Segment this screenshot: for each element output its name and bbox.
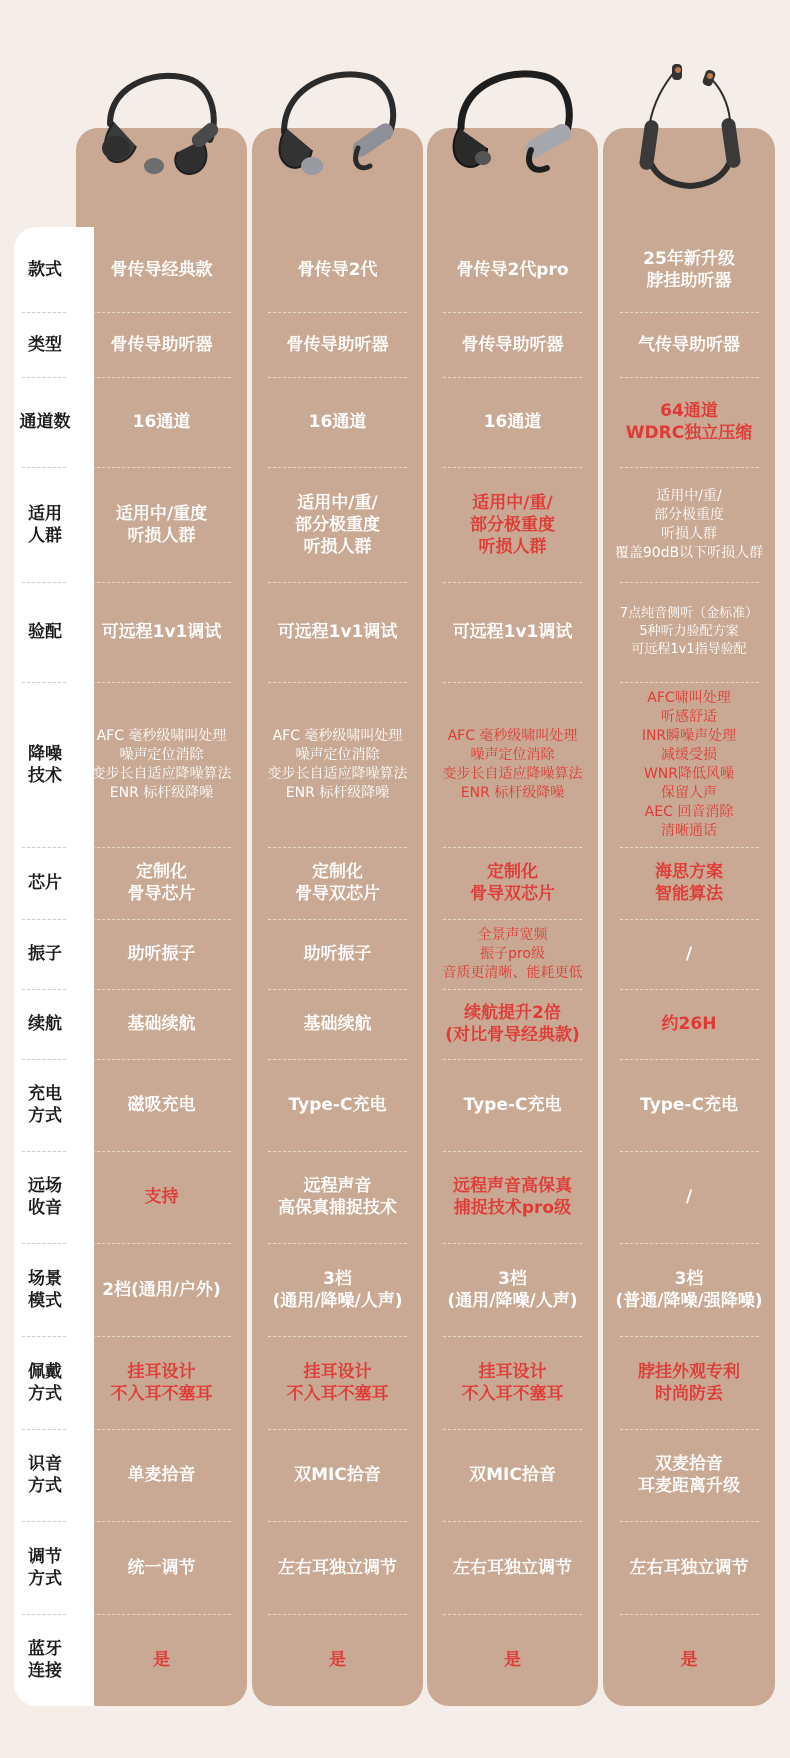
row-label-wearing: 佩戴 方式 xyxy=(28,1361,62,1404)
cell-pickup-4: 双麦拾音 耳麦距离升级 xyxy=(638,1454,740,1496)
cell-fitting-3: 可远程1v1调试 xyxy=(452,622,573,642)
bone-conduction-gen2-icon xyxy=(268,62,408,192)
cell-wearing-4: 脖挂外观专利 时尚防丢 xyxy=(638,1361,740,1404)
cell-type-3: 骨传导助听器 xyxy=(461,334,564,355)
cell-far-field-2: 远程声音 高保真捕捉技术 xyxy=(278,1176,397,1218)
row-label-far-field: 远场 收音 xyxy=(28,1176,62,1218)
neckband-hearing-aid-icon xyxy=(620,62,760,192)
cell-audience-1: 适用中/重度 听损人群 xyxy=(115,503,208,546)
row-divider xyxy=(22,582,66,583)
row-divider xyxy=(22,377,66,378)
cell-bluetooth-4: 是 xyxy=(680,1650,698,1670)
cell-adjust-1: 统一调节 xyxy=(127,1557,196,1578)
row-divider xyxy=(22,1151,66,1152)
cell-chip-1: 定制化 骨导芯片 xyxy=(127,862,196,904)
cell-pickup-3: 双MIC拾音 xyxy=(469,1465,556,1485)
row-label-style: 款式 xyxy=(28,259,62,280)
cell-battery-4: 约26H xyxy=(661,1014,717,1034)
row-divider xyxy=(22,919,66,920)
row-divider xyxy=(22,1521,66,1522)
cell-channels-4: 64通道 WDRC独立压缩 xyxy=(625,401,753,443)
cell-vibrator-4: / xyxy=(685,944,693,964)
cell-fitting-1: 可远程1v1调试 xyxy=(101,622,222,642)
row-divider xyxy=(22,989,66,990)
cell-charging-1: 磁吸充电 xyxy=(127,1095,196,1115)
row-divider xyxy=(22,312,66,313)
cell-chip-2: 定制化 骨导双芯片 xyxy=(295,862,380,904)
row-divider xyxy=(22,1243,66,1244)
row-label-pickup: 识音 方式 xyxy=(28,1454,62,1496)
row-label-fitting: 验配 xyxy=(28,622,62,642)
row-label-vibrator: 振子 xyxy=(28,944,62,964)
cell-pickup-1: 单麦拾音 xyxy=(127,1465,196,1485)
cell-bluetooth-3: 是 xyxy=(504,1650,521,1670)
row-label-bluetooth: 蓝牙 连接 xyxy=(28,1639,62,1681)
cell-noise-1: AFC 毫秒级啸叫处理 噪声定位消除 变步长自适应降噪算法 ENR 标杆级降噪 xyxy=(91,727,232,801)
cell-noise-4: AFC啸叫处理 听感舒适 INR瞬噪声处理 减缓受损 WNR降低风噪 保留人声 AEC 回音消除 清晰通话 xyxy=(641,689,737,839)
bone-conduction-gen2-pro-icon xyxy=(443,62,583,192)
cell-fitting-2: 可远程1v1调试 xyxy=(277,622,398,642)
row-divider xyxy=(22,467,66,468)
cell-audience-4: 适用中/重/ 部分极重度 听损人群 覆盖90dB以下听损人群 xyxy=(614,487,764,561)
cell-audience-2: 适用中/重/ 部分极重度 听损人群 xyxy=(295,492,380,557)
cell-charging-3: Type-C充电 xyxy=(463,1095,562,1115)
cell-style-2: 骨传导2代 xyxy=(297,259,378,280)
cell-style-1: 骨传导经典款 xyxy=(110,259,213,280)
row-label-chip: 芯片 xyxy=(28,873,62,893)
cell-fitting-4: 7点纯音侧听（金标准） 5种听力验配方案 可远程1v1指导验配 xyxy=(619,606,759,657)
cell-wearing-3: 挂耳设计 不入耳不塞耳 xyxy=(461,1361,564,1404)
row-divider xyxy=(22,1336,66,1337)
cell-chip-3: 定制化 骨导双芯片 xyxy=(470,862,555,904)
row-divider xyxy=(22,1429,66,1430)
row-divider xyxy=(22,682,66,683)
cell-channels-2: 16通道 xyxy=(308,412,367,432)
cell-chip-4: 海思方案 智能算法 xyxy=(655,862,723,904)
row-label-scene-mode: 场景 模式 xyxy=(28,1268,62,1311)
row-divider xyxy=(22,1059,66,1060)
cell-adjust-2: 左右耳独立调节 xyxy=(278,1557,397,1578)
cell-bluetooth-2: 是 xyxy=(329,1650,346,1670)
cell-battery-2: 基础续航 xyxy=(303,1014,372,1034)
cell-vibrator-3: 全景声宽频 振子pro级 音质更清晰、能耗更低 xyxy=(442,926,583,981)
cell-battery-1: 基础续航 xyxy=(127,1014,196,1034)
cell-scene-1: 2档(通用/户外) xyxy=(102,1279,221,1300)
cell-adjust-4: 左右耳独立调节 xyxy=(629,1557,749,1578)
cell-audience-3: 适用中/重/ 部分极重度 听损人群 xyxy=(470,492,555,557)
cell-scene-2: 3档 (通用/降噪/人声) xyxy=(272,1268,403,1311)
cell-scene-4: 3档 (普通/降噪/强降噪) xyxy=(615,1268,763,1311)
cell-far-field-3: 远程声音高保真 捕捉技术pro级 xyxy=(453,1176,572,1218)
row-label-noise-reduction: 降噪 技术 xyxy=(28,743,62,786)
cell-channels-1: 16通道 xyxy=(132,412,191,432)
bone-conduction-classic-icon xyxy=(92,62,232,192)
row-divider xyxy=(22,847,66,848)
cell-type-1: 骨传导助听器 xyxy=(110,334,213,355)
cell-style-4: 25年新升级 脖挂助听器 xyxy=(643,248,735,291)
row-label-adjustment: 调节 方式 xyxy=(28,1546,62,1589)
cell-channels-3: 16通道 xyxy=(483,412,542,432)
row-label-charging: 充电 方式 xyxy=(28,1084,62,1126)
cell-charging-4: Type-C充电 xyxy=(640,1095,738,1115)
cell-far-field-4: / xyxy=(685,1187,693,1207)
cell-type-2: 骨传导助听器 xyxy=(286,334,389,355)
cell-type-4: 气传导助听器 xyxy=(638,334,740,355)
cell-noise-2: AFC 毫秒级啸叫处理 噪声定位消除 变步长自适应降噪算法 ENR 标杆级降噪 xyxy=(267,727,408,801)
cell-charging-2: Type-C充电 xyxy=(288,1095,387,1115)
cell-adjust-3: 左右耳独立调节 xyxy=(453,1557,572,1578)
row-label-type: 类型 xyxy=(28,334,62,355)
row-label-battery: 续航 xyxy=(28,1014,62,1034)
cell-wearing-1: 挂耳设计 不入耳不塞耳 xyxy=(110,1361,213,1404)
row-label-channels: 通道数 xyxy=(19,412,71,432)
cell-wearing-2: 挂耳设计 不入耳不塞耳 xyxy=(286,1361,389,1404)
cell-far-field-1: 支持 xyxy=(144,1187,179,1207)
cell-vibrator-2: 助听振子 xyxy=(303,944,372,964)
row-divider xyxy=(22,1614,66,1615)
cell-bluetooth-1: 是 xyxy=(153,1650,170,1670)
cell-noise-3: AFC 毫秒级啸叫处理 噪声定位消除 变步长自适应降噪算法 ENR 标杆级降噪 xyxy=(442,727,583,801)
cell-scene-3: 3档 (通用/降噪/人声) xyxy=(447,1268,578,1311)
cell-pickup-2: 双MIC拾音 xyxy=(294,1465,381,1485)
row-label-audience: 适用 人群 xyxy=(28,503,62,546)
cell-battery-3: 续航提升2倍 (对比骨导经典款) xyxy=(445,1003,580,1045)
cell-style-3: 骨传导2代pro xyxy=(456,259,569,280)
cell-vibrator-1: 助听振子 xyxy=(127,944,196,964)
